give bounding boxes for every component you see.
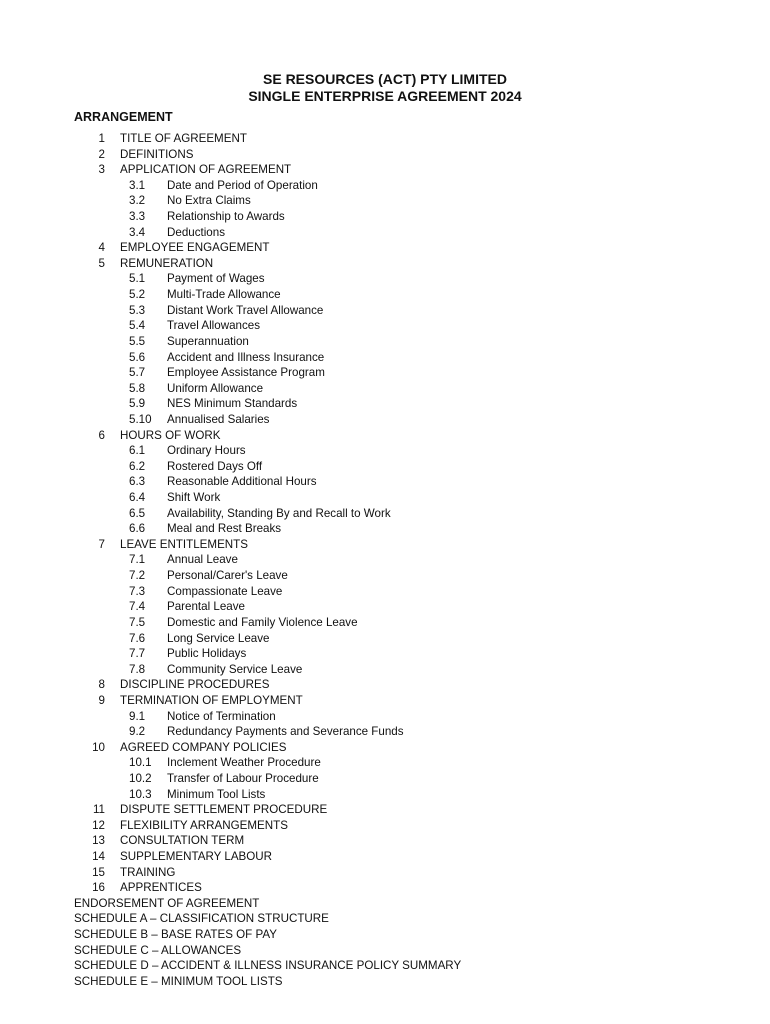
toc-entry-label: Annualised Salaries [167,412,270,426]
toc-subentry [0,474,770,490]
toc-entry-label: Shift Work [167,491,221,505]
toc-subentry [0,209,770,225]
toc-entry-label: LEAVE ENTITLEMENTS [120,537,248,551]
toc-subentry [0,365,770,381]
toc-appendix-entry [0,911,770,927]
toc-entry-label: Payment of Wages [167,272,265,286]
toc-subentry [0,568,770,584]
toc-entry-label: APPLICATION OF AGREEMENT [120,163,292,177]
table-of-contents [0,131,770,990]
toc-entry-label: No Extra Claims [167,194,251,208]
toc-subentry [0,615,770,631]
toc-entry-label: SUPPLEMENTARY LABOUR [120,850,273,864]
toc-entry-number: 10.3 [129,787,152,801]
toc-entry-number: 13 [92,834,105,848]
toc-entry-number: 5.2 [129,288,146,302]
toc-entry-number: 6.3 [129,475,146,489]
toc-entry [0,677,770,693]
toc-entry-label: EMPLOYEE ENGAGEMENT [120,241,270,255]
toc-subentry [0,521,770,537]
toc-entry-number: 11 [92,803,105,817]
toc-entry-number: 2 [98,147,105,161]
toc-entry [0,240,770,256]
toc-subentry [0,709,770,725]
toc-entry-number: 4 [98,241,105,255]
toc-entry-number: 7.2 [129,569,146,583]
toc-subentry [0,381,770,397]
toc-entry [0,833,770,849]
toc-entry-number: 7 [98,537,105,551]
toc-entry-number: 6 [98,428,105,442]
toc-entry-number: 10.1 [129,756,152,770]
toc-entry-number: 6.6 [129,522,146,536]
toc-entry-label: Annual Leave [167,553,238,567]
toc-entry-label: Availability, Standing By and Recall to Work [167,506,391,520]
toc-entry-number: 5.6 [129,350,146,364]
toc-entry-label: Inclement Weather Procedure [167,756,321,770]
toc-entry-label: SCHEDULE C – ALLOWANCES [74,943,242,957]
toc-subentry [0,350,770,366]
toc-entry-label: SCHEDULE D – ACCIDENT & ILLNESS INSURANCE POLICY SUMMARY [74,959,462,973]
toc-entry-label: REMUNERATION [120,256,214,270]
toc-subentry [0,443,770,459]
toc-entry [0,740,770,756]
toc-entry-number: 12 [92,818,105,832]
toc-entry-number: 5.10 [129,412,152,426]
toc-entry-number: 3.1 [129,178,146,192]
toc-entry [0,537,770,553]
toc-subentry [0,646,770,662]
toc-subentry [0,396,770,412]
toc-entry-number: 7.4 [129,600,146,614]
toc-entry-number: 9.1 [129,709,146,723]
toc-entry [0,693,770,709]
toc-entry-label: SCHEDULE B – BASE RATES OF PAY [74,928,277,942]
toc-entry-number: 7.6 [129,631,146,645]
toc-subentry [0,584,770,600]
toc-entry-number: 5.5 [129,334,146,348]
toc-entry-label: Date and Period of Operation [167,178,318,192]
toc-entry-number: 10.2 [129,771,152,785]
toc-subentry [0,225,770,241]
toc-subentry [0,459,770,475]
toc-entry-number: 5.8 [129,381,146,395]
toc-entry-number: 3 [98,163,105,177]
toc-entry-label: Uniform Allowance [167,381,264,395]
toc-appendix-entry [0,943,770,959]
toc-entry-label: Multi-Trade Allowance [167,288,281,302]
toc-subentry [0,506,770,522]
toc-entry-label: TITLE OF AGREEMENT [120,132,247,145]
toc-entry-label: Transfer of Labour Procedure [167,771,319,785]
toc-entry [0,256,770,272]
toc-entry-number: 7.5 [129,615,146,629]
toc-entry-number: 14 [92,850,105,864]
toc-entry-label: Reasonable Additional Hours [167,475,317,489]
toc-entry-label: Long Service Leave [167,631,270,645]
toc-entry-label: TERMINATION OF EMPLOYMENT [120,693,303,707]
toc-entry-number: 15 [92,865,105,879]
toc-entry-label: Relationship to Awards [167,210,285,224]
toc-entry-label: Employee Assistance Program [167,366,325,380]
toc-subentry [0,303,770,319]
toc-entry-number: 1 [98,132,105,145]
toc-subentry [0,787,770,803]
toc-entry-number: 5.9 [129,397,146,411]
toc-appendix-entry [0,958,770,974]
toc-entry [0,802,770,818]
toc-entry-number: 5.1 [129,272,146,286]
toc-entry-label: FLEXIBILITY ARRANGEMENTS [120,818,288,832]
toc-subentry [0,724,770,740]
toc-subentry [0,412,770,428]
toc-subentry [0,178,770,194]
toc-entry-number: 9.2 [129,725,146,739]
toc-entry-label: Travel Allowances [167,319,261,333]
toc-entry-label: Public Holidays [167,647,247,661]
toc-entry [0,162,770,178]
toc-entry-label: Accident and Illness Insurance [167,350,325,364]
toc-entry-number: 5.3 [129,303,146,317]
toc-entry-label: Notice of Termination [167,709,276,723]
document-title: SE RESOURCES (ACT) PTY LIMITED [263,71,507,87]
toc-entry-label: TRAINING [120,865,176,879]
toc-entry [0,880,770,896]
toc-entry [0,849,770,865]
toc-entry-label: Meal and Rest Breaks [167,522,282,536]
toc-subentry [0,271,770,287]
toc-subentry [0,771,770,787]
toc-subentry [0,318,770,334]
toc-subentry [0,662,770,678]
toc-entry-label: DISPUTE SETTLEMENT PROCEDURE [120,803,328,817]
section-heading: ARRANGEMENT [74,110,173,124]
toc-entry-label: DISCIPLINE PROCEDURES [120,678,270,692]
toc-entry-label: SCHEDULE A – CLASSIFICATION STRUCTURE [74,912,329,926]
toc-entry-label: Personal/Carer's Leave [167,569,288,583]
toc-entry-label: AGREED COMPANY POLICIES [120,740,287,754]
toc-entry-label: ENDORSEMENT OF AGREEMENT [74,896,260,910]
document-subtitle: SINGLE ENTERPRISE AGREEMENT 2024 [248,88,522,104]
toc-subentry [0,552,770,568]
toc-entry-label: NES Minimum Standards [167,397,298,411]
toc-subentry [0,287,770,303]
toc-entry-label: Deductions [167,225,226,239]
toc-entry-label: HOURS OF WORK [120,428,221,442]
toc-entry-number: 8 [98,678,105,692]
toc-entry-label: Ordinary Hours [167,444,246,458]
toc-entry-number: 6.2 [129,459,146,473]
toc-entry-label: Rostered Days Off [167,459,263,473]
toc-entry-label: Minimum Tool Lists [167,787,266,801]
toc-entry-number: 9 [98,693,105,707]
toc-appendix-entry [0,927,770,943]
toc-entry-label: Superannuation [167,334,249,348]
toc-entry-number: 3.2 [129,194,146,208]
toc-entry [0,865,770,881]
toc-entry-number: 5 [98,256,105,270]
toc-subentry [0,599,770,615]
toc-subentry [0,490,770,506]
toc-entry-number: 7.7 [129,647,146,661]
toc-entry-label: CONSULTATION TERM [120,834,245,848]
toc-entry-number: 5.7 [129,366,146,380]
toc-entry-label: Community Service Leave [167,662,303,676]
toc-entry-label: Compassionate Leave [167,584,283,598]
toc-subentry [0,193,770,209]
toc-entry-number: 3.3 [129,210,146,224]
toc-entry-number: 6.5 [129,506,146,520]
toc-subentry [0,631,770,647]
toc-entry [0,818,770,834]
toc-subentry [0,334,770,350]
toc-entry-label: Distant Work Travel Allowance [167,303,324,317]
toc-appendix-entry [0,896,770,912]
toc-entry-number: 6.1 [129,444,146,458]
toc-entry-number: 6.4 [129,491,146,505]
toc-entry-number: 7.1 [129,553,146,567]
toc-entry-number: 5.4 [129,319,146,333]
toc-entry-label: Redundancy Payments and Severance Funds [167,725,404,739]
toc-subentry [0,755,770,771]
toc-entry-number: 10 [92,740,105,754]
toc-entry-label: Domestic and Family Violence Leave [167,615,358,629]
toc-entry-label: DEFINITIONS [120,147,194,161]
toc-entry-label: APPRENTICES [120,881,202,895]
toc-entry [0,428,770,444]
toc-entry-label: Parental Leave [167,600,245,614]
toc-entry-number: 16 [92,881,105,895]
toc-entry [0,147,770,163]
toc-entry-number: 7.3 [129,584,146,598]
toc-entry-label: SCHEDULE E – MINIMUM TOOL LISTS [74,974,283,988]
toc-entry-number: 3.4 [129,225,146,239]
toc-entry [0,131,770,147]
toc-appendix-entry [0,974,770,990]
toc-entry-number: 7.8 [129,662,146,676]
